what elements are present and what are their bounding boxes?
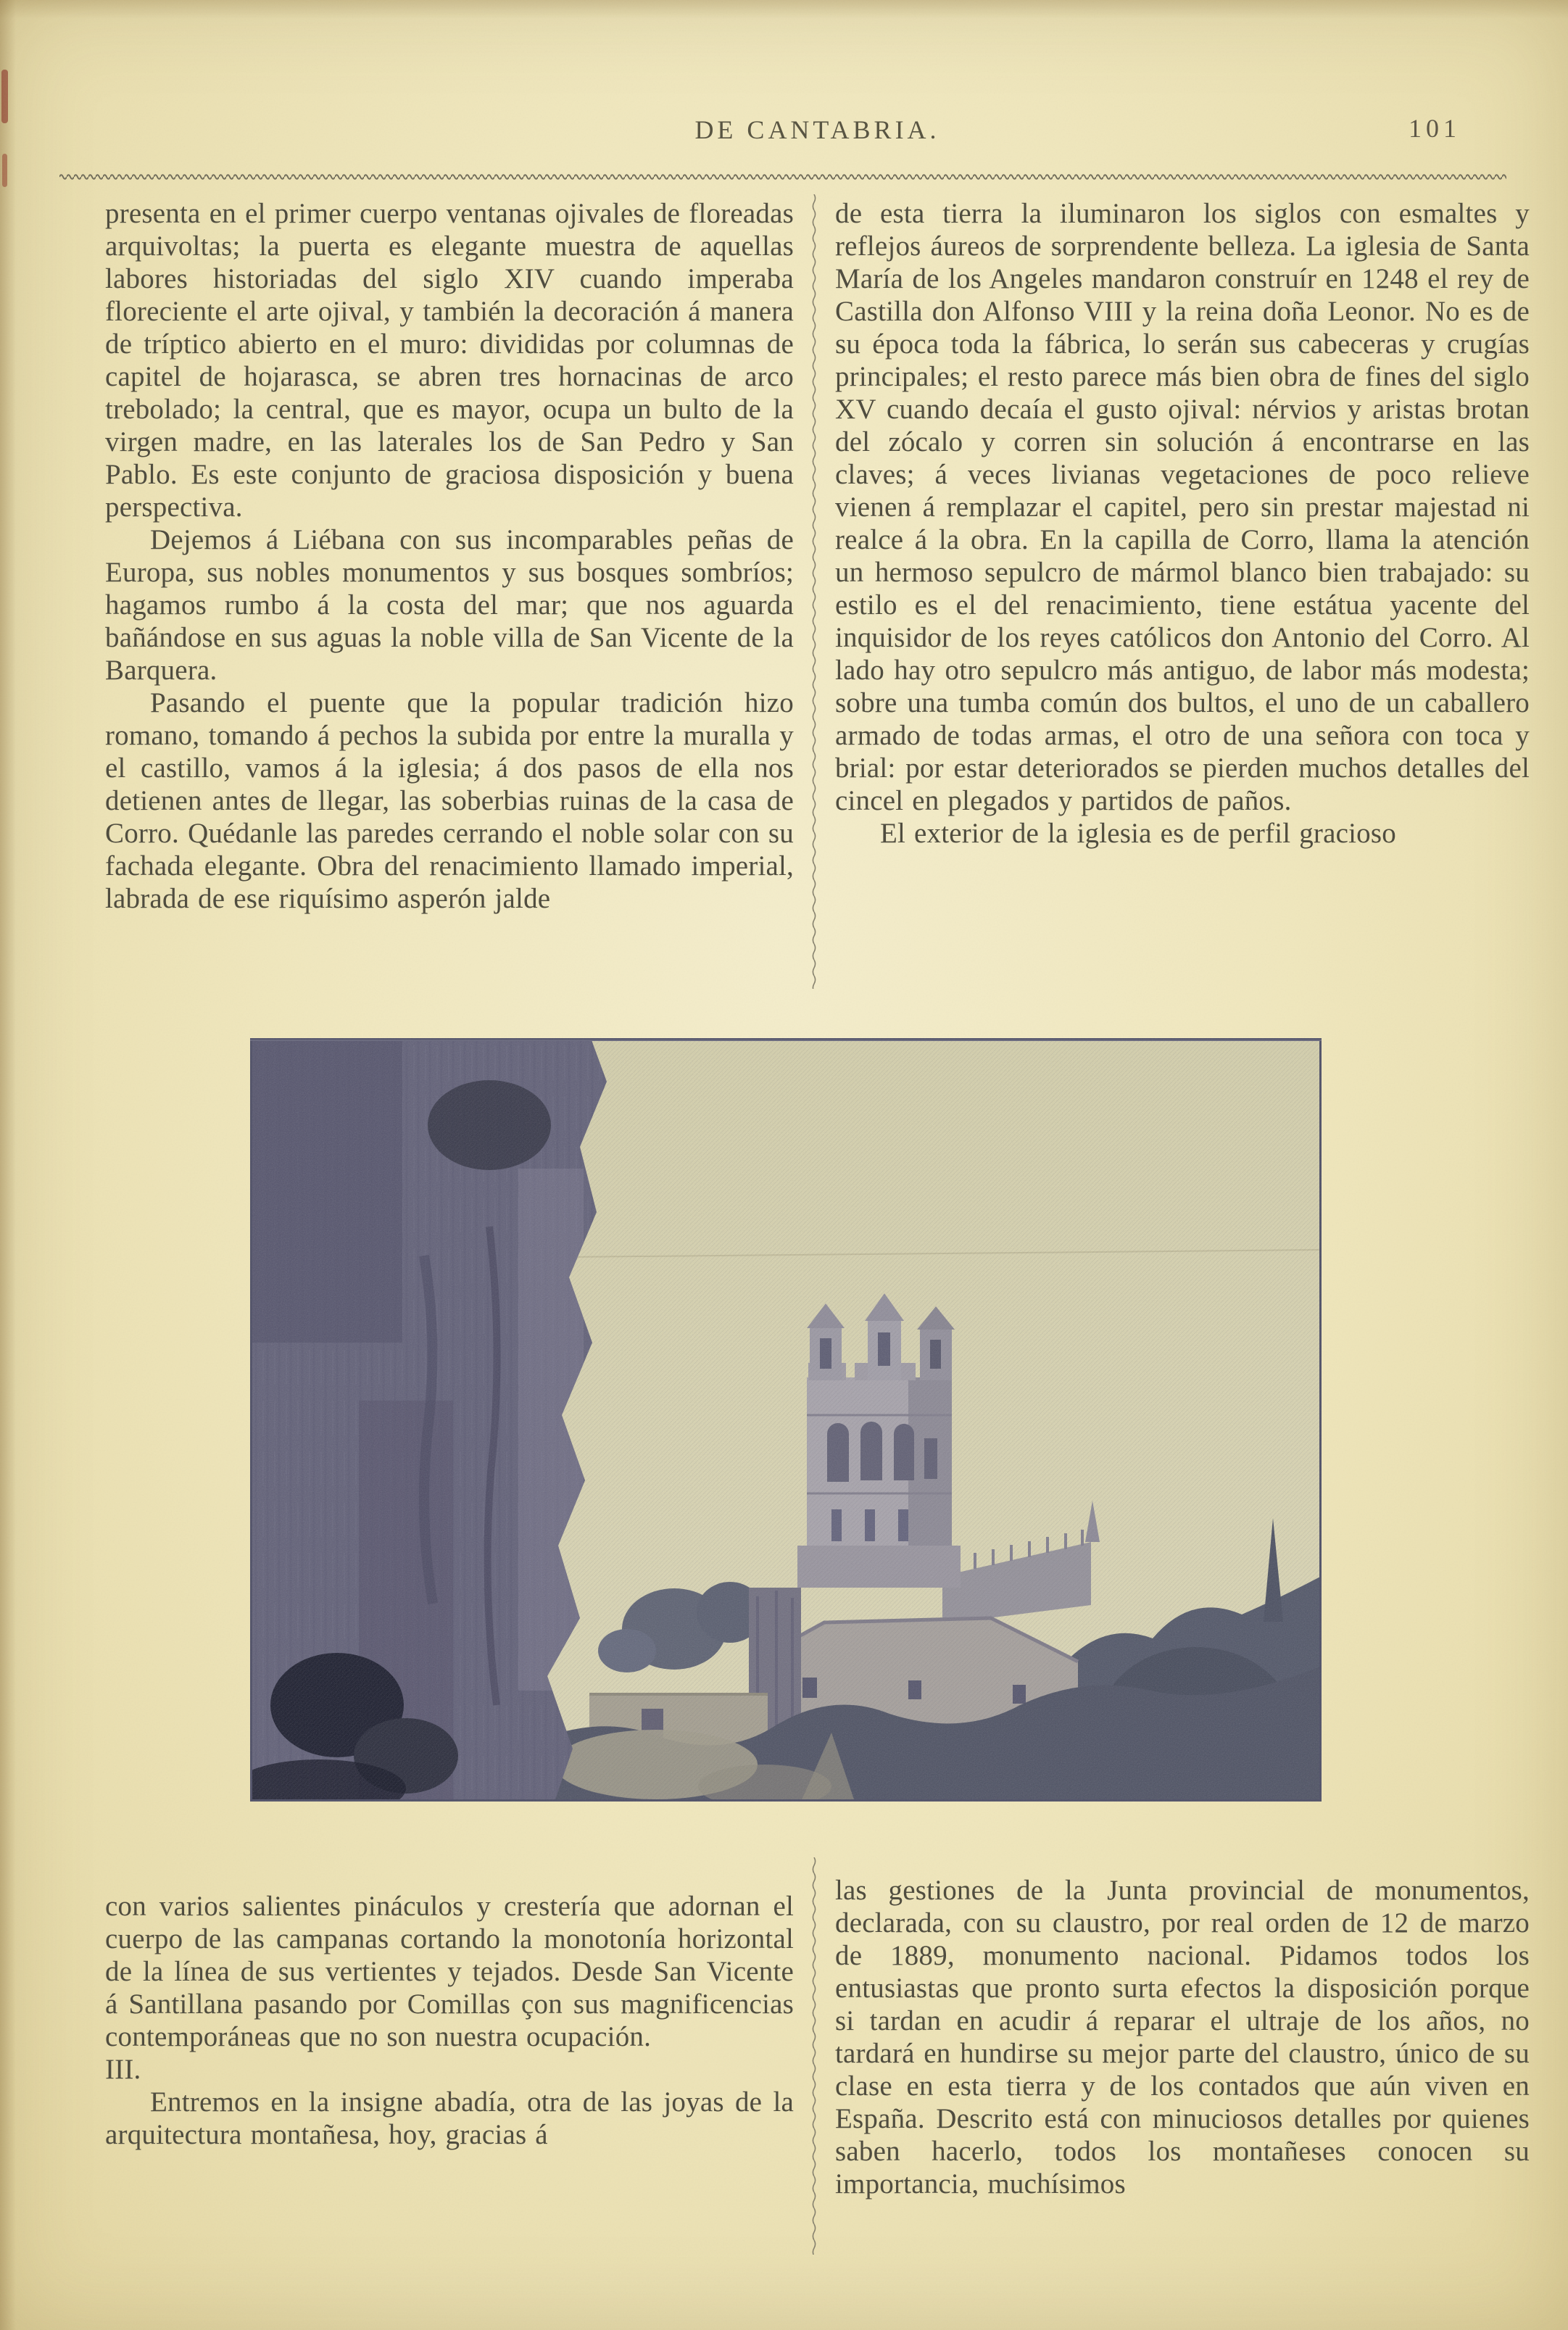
top-right-column <box>835 197 1530 915</box>
bottom-right-column <box>835 1874 1530 2200</box>
header-wavy-rule <box>59 171 1506 181</box>
top-left-column <box>105 197 794 915</box>
section-heading: III. <box>105 2054 141 2085</box>
paragraph: con varios salientes pináculos y crestería que adornan el cuerpo de las campanas cortando la monotonía horizontal de la línea de sus vertientes y tejados. Desde San Vicente á Santillana pasando por Comillas çon sus magnificencias contemporáneas que no son nuestra ocupación. <box>105 1891 794 2052</box>
page-header-title: DE CANTABRIA. <box>694 115 940 144</box>
scan-edge-mark <box>2 154 7 187</box>
scan-edge-shading <box>0 0 16 2330</box>
page-number: 101 <box>1409 114 1461 143</box>
photo-figure <box>250 1038 1322 1802</box>
paragraph: Dejemos á Liébana con sus incomparables peñas de Europa, sus nobles monumentos y sus bosques sombríos; hagamos rumbo á la costa del mar; que nos aguarda bañándose en sus aguas la noble villa de San Vicente de la Barquera. <box>105 524 794 686</box>
scan-edge-mark <box>1 70 8 123</box>
paragraph: las gestiones de la Junta provincial de monumentos, declarada, con su claustro, por real orden de 12 de marzo de 1889, monumento nacional. Pidamos todos los entusiastas que pronto surta efectos la disposición porque si tardan en acudir á reparar el ultraje de los años, no tardará en hundirse su mejor parte del claustro, único de su clase en esta tierra y de los contados que aún viven en España. Descrito está con minuciosos detalles por quienes saben hacerlo, todos los montañeses conocen su importancia, muchísimos <box>835 1875 1530 2200</box>
column-gap <box>794 1874 835 2200</box>
scan-edge-shading <box>0 0 1568 19</box>
paragraph: de esta tierra la iluminaron los siglos con esmaltes y reflejos áureos de sorprendente belleza. La iglesia de Santa María de los Angeles mandaron construír en 1248 el rey de Castilla don Alfonso VIII y la reina doña Leonor. No es de su época toda la fábrica, lo serán sus cabeceras y crugías principales; el resto parece más bien obra de fines del siglo XV cuando decaía el gusto ojival: nérvios y aristas brotan del zócalo y corren sin solución á encontrarse en las claves; á veces livianas vegetaciones de poco relieve vienen á remplazar el capitel, pero sin prestar majestad ni realce á la obra. En la capilla de Corro, llama la atención un hermoso sepulcro de mármol blanco bien trabajado: su estilo es el del renacimiento, tiene estátua yacente del inquisidor de los reyes católicos don Antonio del Corro. Al lado hay otro sepulcro más antiguo, de labor más modesta; sobre una tumba común dos bultos, el uno de un caballero armado de todas armas, el otro de una señora con toca y brial: por estar deteriorados se pierden muchos detalles del cincel en plegados y partidos de paños. <box>835 198 1530 816</box>
bottom-text-section <box>105 1874 1530 2200</box>
paragraph: El exterior de la iglesia es de perfil gracioso <box>880 818 1396 849</box>
bottom-left-column <box>105 1874 794 2200</box>
paragraph: Entremos en la insigne abadía, otra de las joyas de la arquitectura montañesa, hoy, gracias á <box>105 2086 794 2150</box>
halftone-photo-illustration <box>250 1038 1322 1802</box>
paragraph: presenta en el primer cuerpo ventanas ojivales de floreadas arquivoltas; la puerta es elegante muestra de aquellas labores historiadas del siglo XIV cuando imperaba floreciente el arte ojival, y también la decoración á manera de tríptico abierto en el muro: divididas por columnas de capitel de hojarasca, se abren tres hornacinas de arco trebolado; la central, que es mayor, ocupa un bulto de la virgen madre, en las laterales los de San Pedro y San Pablo. Es este conjunto de graciosa disposición y buena perspectiva. <box>105 198 794 523</box>
column-separator-rule <box>810 194 818 989</box>
paragraph: Pasando el puente que la popular tradición hizo romano, tomando á pechos la subida por entre la muralla y el castillo, vamos á la iglesia; á dos pasos de ella nos detienen antes de llegar, las soberbias ruinas de la casa de Corro. Quédanle las paredes cerrando el noble solar con su fachada elegante. Obra del renacimiento llamado imperial, labrada de ese riquísimo asperón jalde <box>105 687 794 914</box>
